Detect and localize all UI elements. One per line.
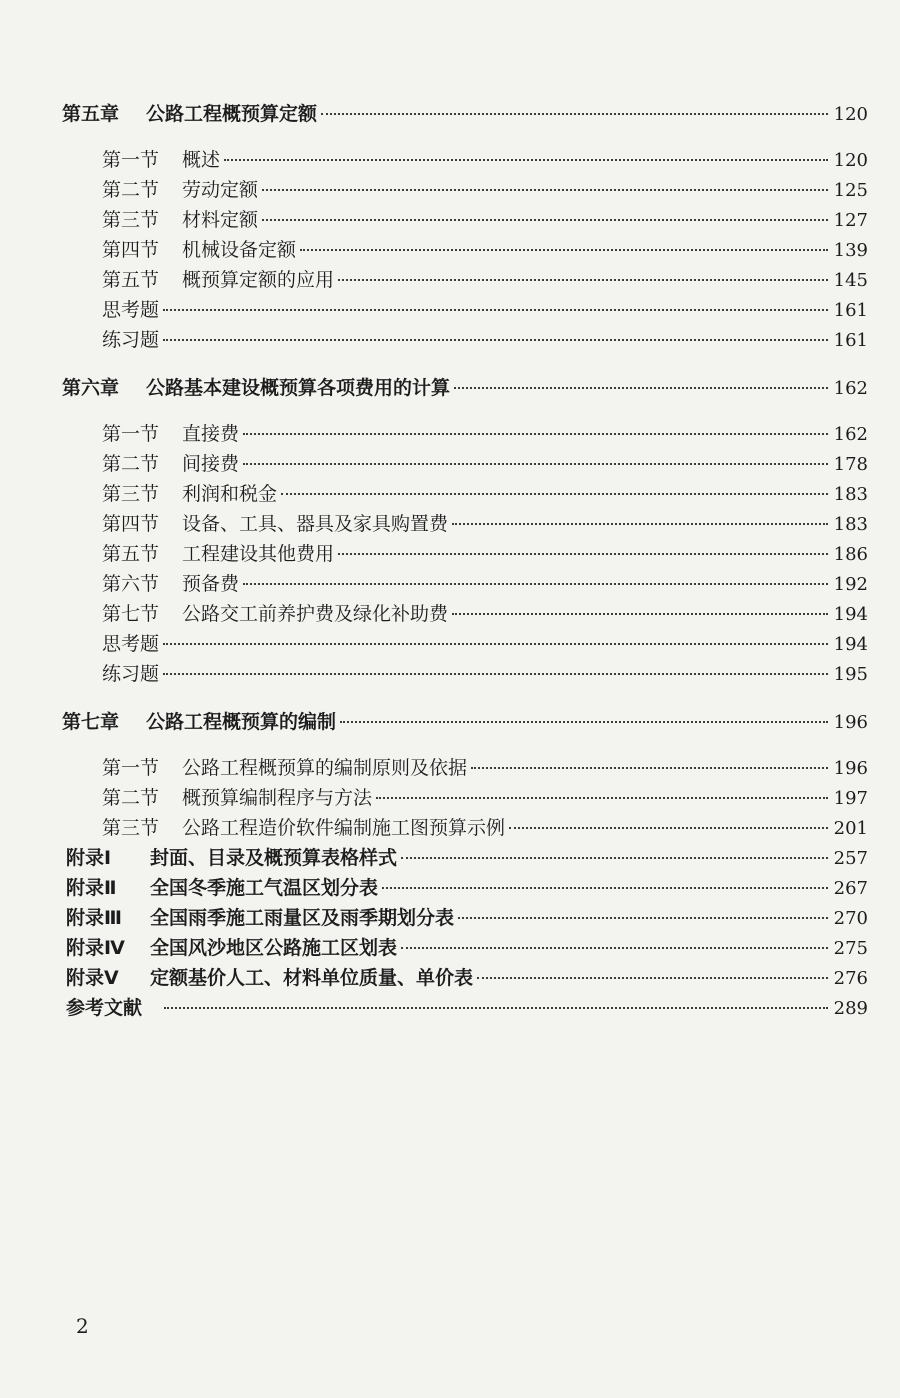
toc-entry-page: 127 (833, 210, 868, 231)
dot-leader (262, 219, 828, 221)
toc-entry-label: 附录Ⅳ (66, 937, 125, 959)
page-number: 2 (76, 1314, 89, 1338)
toc-entry-label: 第六章 (62, 377, 120, 399)
toc-entry-page: 161 (833, 330, 868, 351)
toc-section-entry[interactable] (102, 268, 868, 292)
toc-chapter-entry[interactable] (66, 906, 868, 930)
toc-entry-label: 第四节 (102, 239, 160, 261)
dot-leader (163, 673, 828, 675)
toc-entry-page: 267 (833, 878, 868, 899)
toc-entry-page: 125 (833, 180, 868, 201)
toc-section-entry[interactable] (102, 816, 868, 840)
dot-leader (338, 279, 828, 281)
dot-leader (281, 493, 828, 495)
toc-chapter-entry[interactable] (62, 102, 868, 126)
toc-section-entry[interactable] (102, 512, 868, 536)
toc-entry-title: 思考题 (102, 299, 160, 321)
dot-leader (163, 643, 828, 645)
toc-entry-page: 162 (833, 424, 868, 445)
toc-entry-page: 139 (833, 240, 868, 261)
dot-leader (243, 463, 828, 465)
dot-leader (243, 433, 828, 435)
toc-entry-title: 全国冬季施工气温区划分表 (150, 877, 379, 899)
toc-entry-title: 封面、目录及概预算表格样式 (150, 847, 398, 869)
dot-leader (164, 1007, 828, 1009)
toc-entry-label: 第七节 (102, 603, 160, 625)
toc-entry-label: 参考文献 (66, 997, 143, 1019)
toc-section-entry[interactable] (102, 572, 868, 596)
toc-entry-page: 270 (833, 908, 868, 929)
toc-entry-label: 第二节 (102, 453, 160, 475)
toc-entry-page: 194 (833, 604, 868, 625)
toc-entry-page: 162 (833, 378, 868, 399)
toc-entry-title: 练习题 (102, 329, 160, 351)
toc-entry-title: 预备费 (182, 573, 240, 595)
toc-section-entry[interactable] (102, 482, 868, 506)
toc-entry-page: 194 (833, 634, 868, 655)
toc-entry-label: 附录Ⅱ (66, 877, 117, 899)
toc-section-entry[interactable] (102, 148, 868, 172)
toc-entry-title: 公路交工前养护费及绿化补助费 (182, 603, 449, 625)
dot-leader (243, 583, 828, 585)
dot-leader (300, 249, 828, 251)
toc-section-entry[interactable] (102, 756, 868, 780)
toc-chapter-entry[interactable] (62, 710, 868, 734)
toc-entry-title: 概述 (182, 149, 221, 171)
dot-leader (224, 159, 828, 161)
toc-section-entry[interactable] (102, 662, 868, 686)
toc-entry-label: 第二节 (102, 787, 160, 809)
toc-entry-page: 196 (833, 758, 868, 779)
toc-entry-title: 工程建设其他费用 (182, 543, 335, 565)
toc-entry-title: 思考题 (102, 633, 160, 655)
toc-chapter-entry[interactable] (66, 846, 868, 870)
dot-leader (401, 947, 828, 949)
toc-entry-title: 公路工程概预算定额 (146, 103, 318, 125)
toc-entry-label: 第一节 (102, 423, 160, 445)
toc-entry-page: 195 (833, 664, 868, 685)
toc-entry-title: 概预算定额的应用 (182, 269, 335, 291)
toc-entry-page: 275 (833, 938, 868, 959)
toc-entry-page: 257 (833, 848, 868, 869)
toc-entry-label: 附录Ⅰ (66, 847, 112, 869)
toc-entry-label: 第六节 (102, 573, 160, 595)
dot-leader (452, 613, 828, 615)
toc-entry-page: 183 (833, 514, 868, 535)
toc-entry-page: 178 (833, 454, 868, 475)
toc-entry-title: 公路工程造价软件编制施工图预算示例 (182, 817, 506, 839)
toc-entry-title: 练习题 (102, 663, 160, 685)
toc-section-entry[interactable] (102, 422, 868, 446)
toc-entry-label: 第七章 (62, 711, 120, 733)
toc-entry-label: 第三节 (102, 483, 160, 505)
toc-entry-label: 第一节 (102, 149, 160, 171)
toc-entry-title: 公路工程概预算的编制原则及依据 (182, 757, 468, 779)
toc-entry-label: 第一节 (102, 757, 160, 779)
toc-chapter-entry[interactable] (66, 936, 868, 960)
toc-entry-page: 186 (833, 544, 868, 565)
toc-entry-title: 全国雨季施工雨量区及雨季期划分表 (150, 907, 455, 929)
toc-entry-label: 附录Ⅴ (66, 967, 119, 989)
toc-section-entry[interactable] (102, 542, 868, 566)
dot-leader (163, 309, 828, 311)
dot-leader (321, 113, 828, 115)
toc-entry-page: 161 (833, 300, 868, 321)
toc-entry-page: 197 (833, 788, 868, 809)
toc-section-entry[interactable] (102, 328, 868, 352)
toc-chapter-entry[interactable] (62, 376, 868, 400)
toc-entry-title: 设备、工具、器具及家具购置费 (182, 513, 449, 535)
dot-leader (471, 767, 828, 769)
toc-section-entry[interactable] (102, 298, 868, 322)
toc-entry-page: 276 (833, 968, 868, 989)
dot-leader (382, 887, 828, 889)
toc-chapter-entry[interactable] (66, 966, 868, 990)
dot-leader (401, 857, 828, 859)
dot-leader (163, 339, 828, 341)
toc-section-entry[interactable] (102, 786, 868, 810)
toc-entry-label: 第四节 (102, 513, 160, 535)
dot-leader (376, 797, 828, 799)
toc-entry-label: 附录Ⅲ (66, 907, 122, 929)
toc-entry-title: 概预算编制程序与方法 (182, 787, 373, 809)
toc-entry-label: 第三节 (102, 817, 160, 839)
toc-entry-title: 定额基价人工、材料单位质量、单价表 (150, 967, 474, 989)
dot-leader (477, 977, 828, 979)
toc-entry-page: 192 (833, 574, 868, 595)
toc-entry-page: 196 (833, 712, 868, 733)
toc-entry-page: 183 (833, 484, 868, 505)
toc-entry-label: 第五节 (102, 543, 160, 565)
toc-entry-title: 机械设备定额 (182, 239, 297, 261)
toc-section-entry[interactable] (102, 602, 868, 626)
toc-entry-label: 第三节 (102, 209, 160, 231)
dot-leader (458, 917, 828, 919)
toc-entry-page: 201 (833, 818, 868, 839)
toc-entry-title: 公路工程概预算的编制 (146, 711, 337, 733)
toc-chapter-entry[interactable] (66, 876, 868, 900)
toc-entry-label: 第五章 (62, 103, 120, 125)
toc-section-entry[interactable] (102, 452, 868, 476)
dot-leader (509, 827, 828, 829)
toc-section-entry[interactable] (102, 178, 868, 202)
toc-section-entry[interactable] (102, 208, 868, 232)
toc-section-entry[interactable] (102, 238, 868, 262)
toc-entry-title: 公路基本建设概预算各项费用的计算 (146, 377, 451, 399)
toc-entry-title: 劳动定额 (182, 179, 259, 201)
toc-entry-page: 120 (833, 150, 868, 171)
dot-leader (340, 721, 828, 723)
toc-entry-page: 145 (833, 270, 868, 291)
toc-section-entry[interactable] (102, 632, 868, 656)
toc-entry-label: 第五节 (102, 269, 160, 291)
toc-chapter-entry[interactable] (66, 996, 868, 1020)
toc-entry-title: 材料定额 (182, 209, 259, 231)
toc-entry-title: 直接费 (182, 423, 240, 445)
toc-entry-label: 第二节 (102, 179, 160, 201)
toc-entry-page: 289 (833, 998, 868, 1019)
dot-leader (262, 189, 828, 191)
toc-entry-title: 全国风沙地区公路施工区划表 (150, 937, 398, 959)
dot-leader (452, 523, 828, 525)
dot-leader (454, 387, 828, 389)
toc-entry-page: 120 (833, 104, 868, 125)
dot-leader (338, 553, 828, 555)
toc-entry-title: 利润和税金 (182, 483, 278, 505)
toc-entry-title: 间接费 (182, 453, 240, 475)
